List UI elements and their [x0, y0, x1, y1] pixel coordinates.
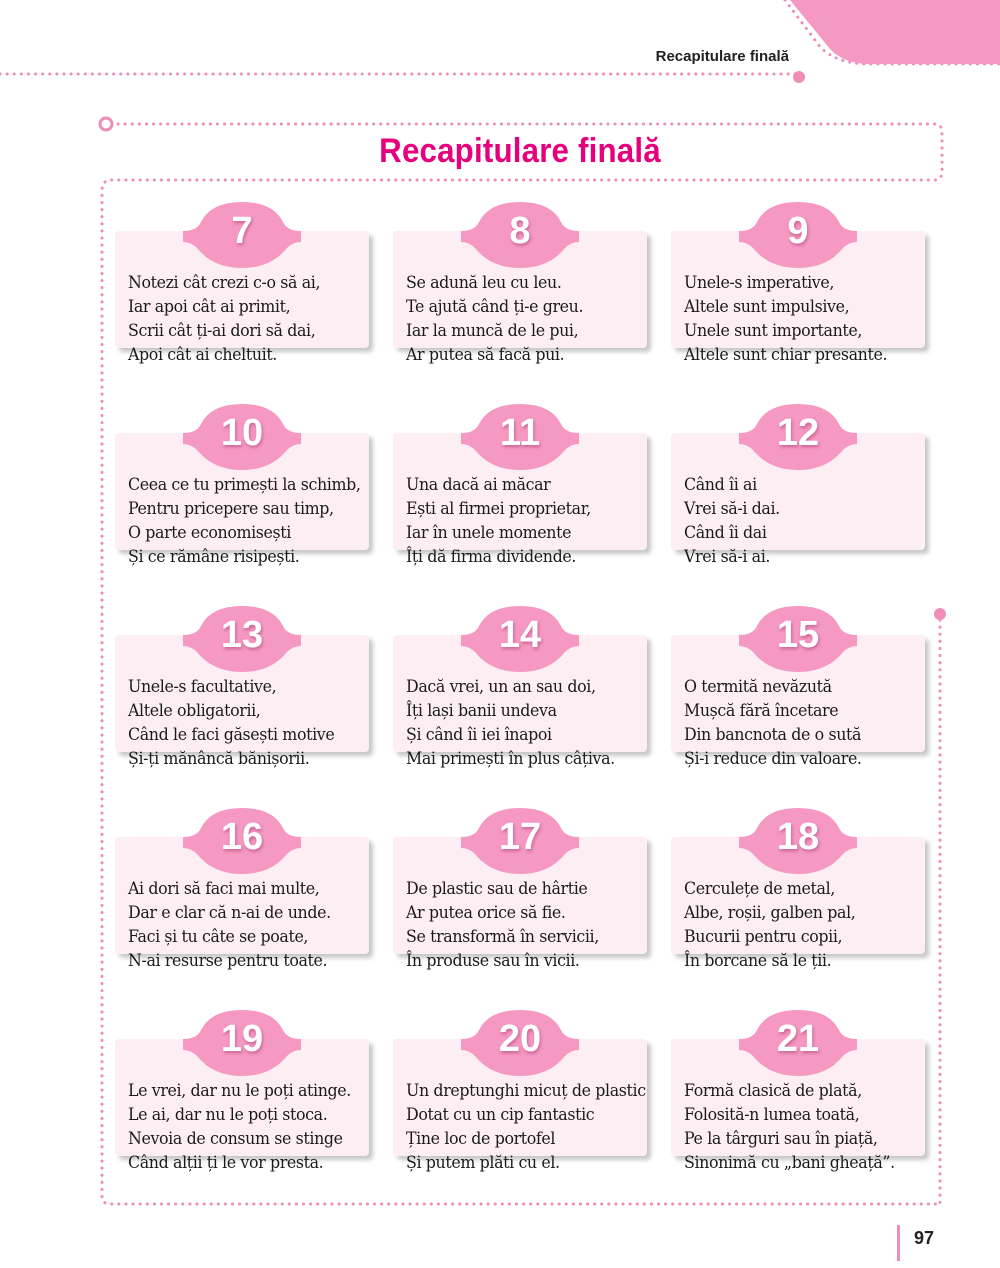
riddle-card [671, 196, 925, 364]
riddle-line: Ar putea orice să fie. [406, 903, 566, 922]
riddle-line: Când îi dai [684, 523, 767, 542]
riddle-line: Formă clasică de plată, [684, 1081, 862, 1100]
riddle-line: Dar e clar că n-ai de unde. [128, 903, 331, 922]
riddle-card [671, 1004, 925, 1172]
riddle-line: Altele sunt impulsive, [684, 297, 850, 316]
riddle-text [684, 877, 920, 973]
riddle-line: Și ce rămâne risipești. [128, 547, 300, 566]
riddle-number: 17 [498, 816, 542, 858]
riddle-line: Ține loc de portofel [406, 1129, 556, 1148]
riddle-line: Una dacă ai măcar [406, 475, 551, 494]
riddle-line: Ești al firmei proprietar, [406, 499, 591, 518]
riddle-line: Pentru pricepere sau timp, [128, 499, 334, 518]
riddle-number: 7 [231, 210, 253, 252]
riddle-text [684, 473, 920, 569]
riddle-text [128, 271, 364, 367]
riddle-line: Notezi cât crezi c-o să ai, [128, 273, 321, 292]
riddle-line: Iar apoi cât ai primit, [128, 297, 291, 316]
riddle-number: 20 [498, 1018, 542, 1060]
riddle-line: Când le faci găsești motive [128, 725, 335, 744]
riddle-text [128, 473, 364, 569]
riddle-number: 15 [776, 614, 820, 656]
page-number-bar [897, 1225, 900, 1261]
riddle-card [393, 1004, 647, 1172]
page-title: Recapitulare finală [379, 132, 661, 170]
corner-tab-decoration [790, 0, 1000, 64]
riddle-line: Ar putea să facă pui. [406, 345, 565, 364]
riddle-number: 8 [509, 210, 531, 252]
riddle-number: 18 [776, 816, 820, 858]
riddle-line: Le ai, dar nu le poți stoca. [128, 1105, 328, 1124]
riddle-line: O parte economisești [128, 523, 291, 542]
riddle-line: Altele sunt chiar presante. [684, 345, 888, 364]
riddle-line: Mușcă fără încetare [684, 701, 839, 720]
riddle-line: Vrei să-i dai. [684, 499, 780, 518]
riddle-card [115, 398, 369, 566]
riddle-text [406, 1079, 646, 1175]
riddle-line: N-ai resurse pentru toate. [128, 951, 328, 970]
riddle-line: Le vrei, dar nu le poți atinge. [128, 1081, 351, 1100]
riddle-line: Unele sunt importante, [684, 321, 863, 340]
riddle-line: Apoi cât ai cheltuit. [128, 345, 277, 364]
riddle-line: Sinonimă cu „bani gheață”. [684, 1153, 895, 1172]
riddle-number: 11 [499, 412, 541, 454]
riddle-card [393, 600, 647, 768]
riddle-number: 10 [220, 412, 264, 454]
riddle-line: Altele obligatorii, [128, 701, 261, 720]
riddle-card [115, 600, 369, 768]
riddle-text [406, 877, 642, 973]
riddle-text [406, 675, 642, 771]
riddle-line: Unele-s facultative, [128, 677, 277, 696]
riddle-line: În produse sau în vicii. [406, 951, 580, 970]
riddle-line: Ceea ce tu primești la schimb, [128, 475, 361, 494]
riddle-line: Unele-s imperative, [684, 273, 834, 292]
riddle-line: Și-i reduce din valoare. [684, 749, 862, 768]
riddle-card [393, 196, 647, 364]
riddle-text [406, 473, 642, 569]
riddle-number: 12 [776, 412, 820, 454]
riddle-card [671, 600, 925, 768]
riddle-line: Te ajută când ți-e greu. [406, 297, 584, 316]
riddle-number: 21 [776, 1018, 820, 1060]
riddle-line: De plastic sau de hârtie [406, 879, 588, 898]
riddle-line: Și-ți mănâncă bănișorii. [128, 749, 310, 768]
riddle-number: 16 [220, 816, 264, 858]
riddle-card [393, 398, 647, 566]
riddle-text [684, 675, 920, 771]
riddle-line: Și putem plăti cu el. [406, 1153, 560, 1172]
riddle-line: Iar în unele momente [406, 523, 572, 542]
riddle-card [393, 802, 647, 970]
riddle-text [684, 1079, 920, 1175]
riddle-line: Din bancnota de o sută [684, 725, 862, 744]
riddle-line: Îți lași banii undeva [406, 701, 557, 720]
riddle-text [128, 675, 364, 771]
riddle-line: Dacă vrei, un an sau doi, [406, 677, 596, 696]
riddle-card [671, 802, 925, 970]
riddle-line: Ai dori să faci mai multe, [128, 879, 320, 898]
riddle-line: Bucurii pentru copii, [684, 927, 843, 946]
riddle-line: Faci și tu câte se poate, [128, 927, 309, 946]
riddle-number: 9 [787, 210, 809, 252]
riddle-line: Dotat cu un cip fantastic [406, 1105, 595, 1124]
riddle-number: 14 [498, 614, 542, 656]
riddle-line: Și când îi iei înapoi [406, 725, 552, 744]
riddle-text [128, 1079, 364, 1175]
riddle-line: Folosită-n lumea toată, [684, 1105, 860, 1124]
riddle-line: Nevoia de consum se stinge [128, 1129, 343, 1148]
riddle-line: Scrii cât ți-ai dori să dai, [128, 321, 316, 340]
riddle-line: În borcane să le ții. [684, 951, 832, 970]
riddle-text [684, 271, 920, 367]
riddle-line: Pe la târguri sau în piață, [684, 1129, 878, 1148]
riddle-line: Mai primești în plus câțiva. [406, 749, 615, 768]
riddle-number: 19 [220, 1018, 264, 1060]
riddle-line: Când îi ai [684, 475, 757, 494]
riddle-card [115, 196, 369, 364]
riddle-card [115, 1004, 369, 1172]
riddle-card [115, 802, 369, 970]
riddle-number: 13 [220, 614, 264, 656]
riddle-line: Vrei să-i ai. [684, 547, 771, 566]
riddle-line: O termită nevăzută [684, 677, 832, 696]
running-header-title: Recapitulare finală [655, 48, 789, 65]
riddle-line: Iar la muncă de le pui, [406, 321, 579, 340]
riddle-line: Se adună leu cu leu. [406, 273, 562, 292]
riddle-text [406, 271, 642, 367]
riddle-line: Când alții ți le vor presta. [128, 1153, 324, 1172]
riddle-line: Îți dă firma dividende. [406, 547, 576, 566]
riddle-text [128, 877, 364, 973]
riddle-line: Albe, roșii, galben pal, [684, 903, 856, 922]
riddle-line: Un dreptunghi micuț de plastic [406, 1081, 646, 1100]
riddle-line: Se transformă în servicii, [406, 927, 599, 946]
riddle-line: Cerculețe de metal, [684, 879, 835, 898]
page-number: 97 [914, 1228, 935, 1248]
riddle-card [671, 398, 925, 566]
